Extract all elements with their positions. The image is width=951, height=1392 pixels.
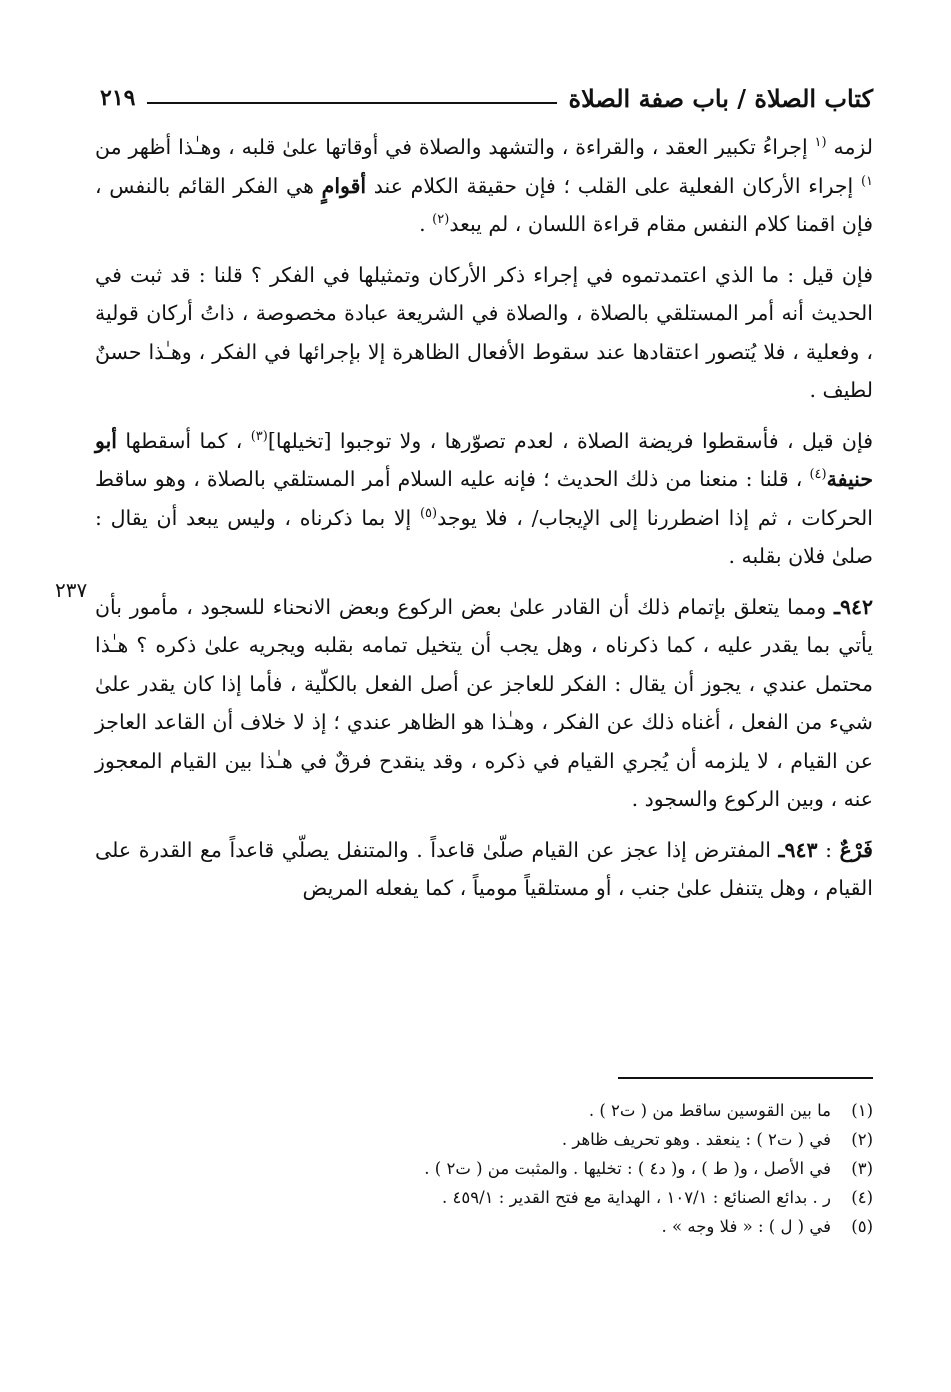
footnote: (٢) في ( ت٢ ) : ينعقد . وهو تحريف ظاهر . — [561, 1130, 873, 1149]
paragraph-2: فإن قيل : ما الذي اعتمدتموه في إجراء ذكر الأركان وتمثيلها في الفكر ؟ قلنا : قد ثبت في الحديث أنه أمر المستلقي بالصلاة ، والصلاة في الشريعة عبادة مخصوصة ، ذاتُ أركان قولية ، وفعلية ، فلا يُتصور اعتقادها عند سقوط الأفعال الظاهرة إلا بإجرائها في الفكر ، وهـٰذا حسنٌ لطيف . — [95, 262, 873, 402]
footnote-ref: (٢) — [432, 212, 450, 228]
main-text — [95, 128, 873, 914]
header-rule — [147, 102, 556, 104]
page-number: ٢١٩ — [100, 85, 136, 111]
footnote: (٥) في ( ل ) : « فلا وجه » . — [661, 1217, 873, 1236]
issue-number: ٩٤٢ـ — [833, 594, 873, 619]
paragraph-1: لزمه $^{(١}$ إجراءُ تكبير العقد ، والقراءة ، والتشهد والصلاة في أوقاتها علىٰ قلبه ، وهـٰذا أظهر من $^{١)}$ إجراء الأركان الفعلية على القلب ؛ فإن حقيقة الكلام عند أقوامٍ هي الفكر القائم بالنفس ، فإن اقمنا كلام النفس مقام قراءة اللسان ، لم يبعد$^{(٢)}$ . — [95, 135, 873, 236]
paragraph-5: فَرْعٌ : ٩٤٣ـ المفترض إذا عجز عن القيام صلّىٰ قاعداً . والمتنفل يصلّي قاعداً مع القدرة على القيام ، وهل يتنفل علىٰ جنب ، أو مستلقياً مومياً ، كما يفعله المريض — [95, 837, 873, 900]
footnote-ref: (٤) — [809, 467, 827, 483]
footnote-divider — [618, 1077, 873, 1079]
issue-number: ٩٤٣ـ — [778, 837, 818, 862]
paragraph-3: فإن قيل ، فأسقطوا فريضة الصلاة ، لعدم تصوّرها ، ولا توجبوا [تخيلها]$^{(٣)}$ ، كما أسقطها أبو حنيفة$^{(٤)}$ ، قلنا : منعنا من ذلك الحديث ؛ فإنه عليه السلام أمر المستلقي بالصلاة ، وهو ساقط الحركات ، ثم إذا اضطررنا إلى الإيجاب/ ، فلا يوجد$^{(٥)}$ إلا بما ذكرناه ، وليس يبعد أن يقال : صلىٰ فلان بقلبه . — [95, 428, 873, 568]
footnotes — [95, 1096, 873, 1241]
footnote: (٤) ر . بدائع الصنائع : ١٠٧/١ ، الهداية مع فتح القدير : ٤٥٩/١ . — [442, 1188, 873, 1207]
footnote-ref: (٣) — [250, 428, 268, 444]
footnote-ref: ١) — [860, 173, 873, 189]
footnote-ref: (٥) — [419, 505, 438, 521]
footnote: (١) ما بين القوسين ساقط من ( ت٢ ) . — [588, 1101, 873, 1120]
footnote-ref: (١ — [814, 135, 827, 151]
paragraph-4: ٩٤٢ـ ومما يتعلق بإتمام ذلك أن القادر علىٰ بعض الركوع وبعض الانحناء للسجود ، مأمور بأن يأتي بما يقدر عليه ، كما ذكرناه ، وهل يجب أن يتخيل تمامه بقلبه ويجريه علىٰ ذكره ؟ هـٰذا محتمل عندي ، يجوز أن يقال : الفكر للعاجز عن أصل الفعل بالكلّية ، فأما إذا كان يقدر علىٰ شيء من الفعل ، أغناه ذلك عن الفكر ، وهـٰذا هو الظاهر عندي ؛ إذ لا خلاف أن القاعد العاجز عن القيام ، لا يلزمه أن يُجري القيام في ذكره ، وقد ينقدح فرقٌ في هـٰذا بين القيام المعجوز عنه ، وبين الركوع والسجود . — [95, 594, 873, 811]
footnote: (٣) في الأصل ، و( ط ) ، و( د٤ ) : تخليها . والمثبت من ( ت٢ ) . — [424, 1159, 873, 1178]
header-title: كتاب الصلاة / باب صفة الصلاة — [568, 83, 873, 113]
margin-manuscript-number: ٢٣٧ — [55, 578, 88, 602]
far-heading: فَرْعٌ — [839, 837, 873, 862]
running-header — [100, 78, 873, 118]
